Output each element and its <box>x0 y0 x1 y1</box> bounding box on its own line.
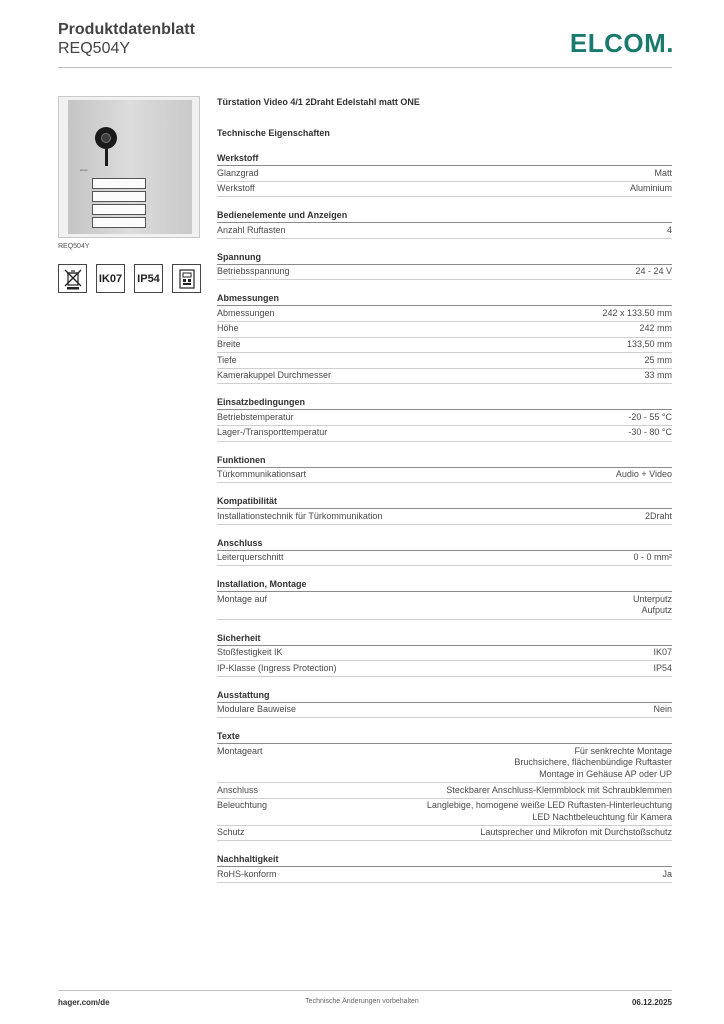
property-label: Stoßfestigkeit IK <box>217 647 283 657</box>
property-value <box>644 355 672 367</box>
property-label: Kamerakuppel Durchmesser <box>217 370 332 381</box>
property-label: Betriebstemperatur <box>217 411 294 422</box>
product-name: Türstation Video 4/1 2Draht Edelstahl matt ONE <box>217 97 420 107</box>
property-row <box>217 783 672 799</box>
group-title: Einsatzbedingungen <box>217 395 672 410</box>
property-label: Betriebsspannung <box>217 266 290 277</box>
group-title: Ausstattung <box>217 688 672 703</box>
door-station-panel <box>68 100 192 234</box>
property-value <box>628 412 672 424</box>
document-title: Produktdatenblatt <box>58 21 195 38</box>
product-image <box>58 96 200 238</box>
property-row <box>217 338 672 354</box>
property-group <box>217 688 672 719</box>
property-row <box>217 322 672 338</box>
property-value <box>662 869 672 881</box>
property-value <box>635 266 672 278</box>
property-value-line: Audio + Video <box>615 469 672 480</box>
property-value <box>653 647 672 659</box>
group-title: Sicherheit <box>217 631 672 646</box>
camera-stem <box>105 149 108 166</box>
header-divider <box>58 67 672 68</box>
property-group <box>217 291 672 384</box>
property-label: Glanzgrad <box>217 167 259 178</box>
property-label: Höhe <box>217 323 239 334</box>
property-value <box>616 469 672 481</box>
property-value-line: -20 - 55 °C <box>628 411 672 422</box>
product-code: REQ504Y <box>58 40 131 57</box>
group-title: Abmessungen <box>217 291 672 306</box>
property-value <box>514 746 672 781</box>
group-title: Nachhaltigkeit <box>217 852 672 867</box>
group-title: Funktionen <box>217 453 672 468</box>
property-value-line: Für senkrechte Montage <box>574 745 672 756</box>
image-caption: REQ504Y <box>58 243 90 250</box>
property-value <box>480 827 672 839</box>
property-value-line: IP54 <box>653 662 672 673</box>
property-label: Modulare Bauweise <box>217 704 297 715</box>
property-row <box>217 223 672 239</box>
property-value-line: 2Draht <box>644 510 672 521</box>
property-group <box>217 453 672 484</box>
panel-brand-mark: elcom <box>80 168 89 172</box>
property-label: Beleuchtung <box>217 800 268 811</box>
property-group <box>217 631 672 677</box>
property-label: Abmessungen <box>217 307 275 318</box>
property-value <box>427 800 672 823</box>
property-row <box>217 166 672 182</box>
property-value-line: Nein <box>653 704 672 715</box>
property-value-line: 242 mm <box>639 323 672 334</box>
call-button <box>92 191 146 202</box>
property-row <box>217 826 672 842</box>
property-value <box>627 339 672 351</box>
property-label: Schutz <box>217 827 245 838</box>
property-group <box>217 250 672 281</box>
group-title: Installation, Montage <box>217 577 672 592</box>
call-button <box>92 178 146 189</box>
property-row <box>217 661 672 677</box>
elcom-logo: ELCOM. <box>569 28 674 58</box>
group-title: Anschluss <box>217 536 672 551</box>
weee-icon <box>58 264 87 293</box>
property-value <box>633 594 672 617</box>
property-value-line: IK07 <box>653 647 672 657</box>
property-value-line: Langlebige, homogene weiße LED Ruftasten-Hinterleuchtung <box>426 800 672 811</box>
property-value-line: Matt <box>654 167 672 178</box>
property-value-line: 33 mm <box>644 370 672 381</box>
property-value <box>645 511 672 523</box>
property-row <box>217 426 672 442</box>
property-value-line: 133,50 mm <box>626 339 672 350</box>
group-title: Spannung <box>217 250 672 265</box>
property-label: Türkommunikationsart <box>217 469 307 480</box>
footer-date: 06.12.2025 <box>631 998 672 1007</box>
property-row <box>217 646 672 662</box>
property-row <box>217 592 672 619</box>
call-button <box>92 204 146 215</box>
property-label: Anzahl Ruftasten <box>217 224 286 235</box>
property-value <box>644 370 672 382</box>
property-row <box>217 353 672 369</box>
footer-website: hager.com/de <box>58 998 110 1007</box>
property-group <box>217 208 672 239</box>
property-row <box>217 509 672 525</box>
property-label: Lager-/Transporttemperatur <box>217 427 328 438</box>
property-label: Tiefe <box>217 354 237 365</box>
property-value-line: 0 - 0 mm² <box>633 552 672 563</box>
property-value-line: -30 - 80 °C <box>628 427 672 438</box>
property-label: Anschluss <box>217 784 259 795</box>
footer-disclaimer: Technische Änderungen vorbehalten <box>305 998 419 1005</box>
property-value-line: Bruchsichere, flächenbündige Ruftaster <box>514 757 672 768</box>
property-label: Montageart <box>217 745 263 756</box>
property-value-line: Ja <box>662 868 672 879</box>
group-title: Texte <box>217 729 672 744</box>
property-row <box>217 182 672 198</box>
property-group <box>217 151 672 197</box>
section-heading: Technische Eigenschaften <box>217 128 330 138</box>
property-value-line: Aufputz <box>641 605 672 616</box>
property-value <box>630 183 672 195</box>
module-icon <box>172 264 201 293</box>
property-value-line: Unterputz <box>632 593 672 604</box>
property-label: Breite <box>217 339 241 350</box>
group-title: Kompatibilität <box>217 494 672 509</box>
property-group <box>217 577 672 619</box>
property-value <box>639 323 672 335</box>
property-row <box>217 703 672 719</box>
property-value-line: Steckbarer Anschluss-Klemmblock mit Schraubklemmen <box>446 784 672 795</box>
property-value <box>602 308 672 320</box>
property-row <box>217 551 672 567</box>
technical-data <box>217 95 672 883</box>
property-value-line: Montage in Gehäuse AP oder UP <box>539 768 672 779</box>
property-value <box>653 704 672 716</box>
call-button <box>92 217 146 228</box>
property-value <box>667 225 672 237</box>
property-label: Installationstechnik für Türkommunikation <box>217 510 383 521</box>
property-label: RoHS-konform <box>217 868 277 879</box>
property-label: Montage auf <box>217 593 268 604</box>
property-group <box>217 852 672 883</box>
property-value-line: 4 <box>666 224 672 235</box>
property-value-line: Lautsprecher und Mikrofon mit Durchstoßschutz <box>480 827 672 838</box>
ip54-badge: IP54 <box>134 264 163 293</box>
property-value <box>633 552 672 564</box>
property-value-line: LED Nachtbeleuchtung für Kamera <box>532 811 672 822</box>
property-value-line: 24 - 24 V <box>635 266 672 277</box>
property-row <box>217 799 672 826</box>
property-row <box>217 867 672 883</box>
property-label: Leiterquerschnitt <box>217 552 284 563</box>
property-group <box>217 729 672 841</box>
property-row <box>217 369 672 385</box>
property-row <box>217 265 672 281</box>
property-row <box>217 410 672 426</box>
property-value <box>654 168 672 180</box>
footer-divider <box>58 990 672 991</box>
property-value-line: 242 x 133.50 mm <box>602 307 672 318</box>
group-title: Werkstoff <box>217 151 672 166</box>
property-value <box>446 785 672 797</box>
property-groups <box>217 151 672 883</box>
property-label: Werkstoff <box>217 183 255 194</box>
property-value <box>628 427 672 439</box>
property-value-line: 25 mm <box>644 354 672 365</box>
property-value-line: Aluminium <box>629 183 672 194</box>
camera-icon <box>95 127 117 149</box>
property-group <box>217 536 672 567</box>
property-value <box>653 663 672 675</box>
property-row <box>217 306 672 322</box>
group-title: Bedienelemente und Anzeigen <box>217 208 672 223</box>
property-row <box>217 468 672 484</box>
property-group <box>217 494 672 525</box>
property-row <box>217 744 672 783</box>
ik07-badge: IK07 <box>96 264 125 293</box>
property-group <box>217 395 672 441</box>
property-label: IP-Klasse (Ingress Protection) <box>217 662 337 673</box>
